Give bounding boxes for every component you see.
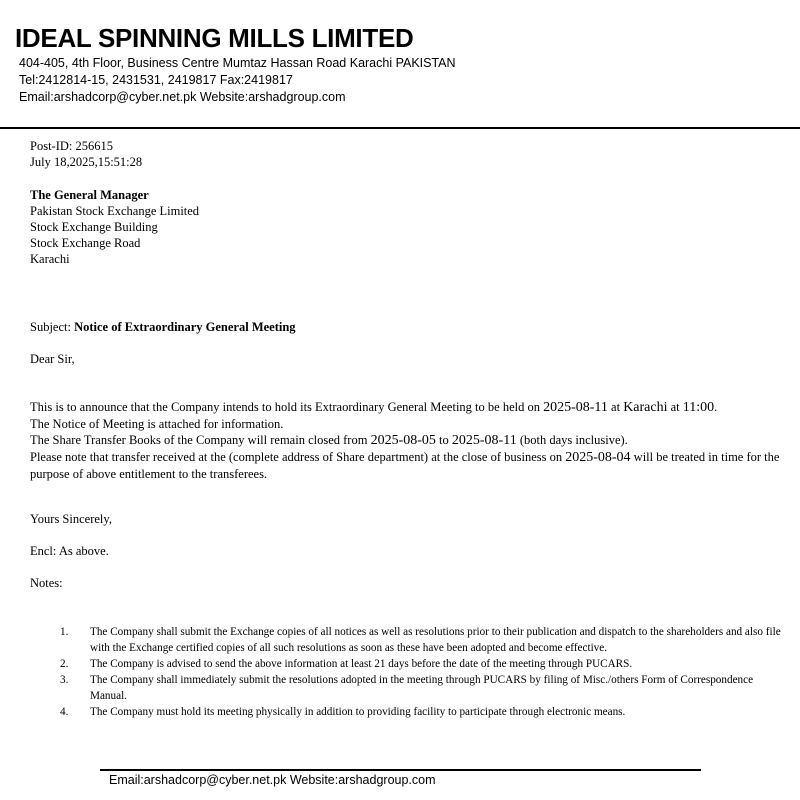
body-text: (both days inclusive).	[516, 433, 628, 447]
footer-divider	[100, 769, 701, 771]
note-number: 2.	[60, 658, 69, 670]
closure-to-date: 2025-08-11	[451, 433, 517, 448]
note-text: The Company shall submit the Exchange copies of all notices as well as resolutions prior to their publication and dispatch to the shareholders and also file with the Exchange certified copies of all such resolutions as soon as these have been adopted and become effective.	[90, 626, 781, 654]
list-item	[60, 656, 790, 672]
body-text: .	[714, 400, 718, 414]
note-text: The Company shall immediately submit the resolutions adopted in the meeting through PUCARS by filing of Misc./others Form of Correspondence Manual.	[90, 674, 754, 702]
company-phone-fax: Tel:2412814-15, 2431531, 2419817 Fax:2419817	[19, 73, 293, 87]
notes-list	[60, 624, 790, 720]
closure-from-date: 2025-08-05	[370, 433, 436, 448]
addressee-line: Karachi	[30, 252, 70, 266]
company-address: 404-405, 4th Floor, Business Centre Mumtaz Hassan Road Karachi PAKISTAN	[19, 56, 456, 70]
footer-email-website: Email:arshadcorp@cyber.net.pk Website:arshadgroup.com	[109, 773, 436, 787]
book-closure-line	[30, 432, 795, 449]
subject-text: Notice of Extraordinary General Meeting	[74, 320, 296, 334]
list-item	[60, 672, 790, 704]
addressee-block	[30, 187, 199, 267]
list-item	[60, 704, 790, 720]
list-item	[60, 624, 790, 656]
notice-attached-line: The Notice of Meeting is attached for information.	[30, 417, 284, 431]
note-number: 4.	[60, 706, 69, 718]
company-email-website: Email:arshadcorp@cyber.net.pk Website:arshadgroup.com	[19, 90, 346, 104]
meeting-date: 2025-08-11	[543, 400, 608, 415]
body-text: This is to announce that the Company intends to hold its Extraordinary General Meeting to be held on	[30, 400, 544, 414]
meeting-time: 11:00	[682, 400, 715, 415]
salutation: Dear Sir,	[30, 352, 75, 366]
body-text: at	[667, 400, 683, 414]
letter-body	[30, 399, 795, 482]
addressee-name: The General Manager	[30, 188, 149, 202]
subject-label: Subject:	[30, 320, 71, 334]
addressee-line: Stock Exchange Building	[30, 220, 158, 234]
note-number: 3.	[60, 674, 69, 686]
subject-line	[30, 319, 296, 335]
transfer-date: 2025-08-04	[565, 450, 631, 465]
note-text: The Company is advised to send the above information at least 21 days before the date of the meeting through PUCARS.	[90, 658, 633, 670]
addressee-line: Stock Exchange Road	[30, 236, 141, 250]
notes-heading: Notes:	[30, 576, 63, 590]
announcement-line	[30, 399, 795, 416]
body-text: at	[607, 400, 624, 414]
letterhead-divider	[0, 127, 800, 129]
body-text: The Share Transfer Books of the Company will remain closed from	[30, 433, 371, 447]
transfer-note-line	[30, 449, 795, 482]
note-text: The Company must hold its meeting physically in addition to providing facility to participate through electronic means.	[90, 706, 626, 718]
post-id: Post-ID: 256615	[30, 139, 113, 153]
body-text: Please note that transfer received at the (complete address of Share department) at the close of business on	[30, 450, 566, 464]
post-meta	[30, 138, 142, 170]
note-number: 1.	[60, 626, 69, 638]
company-name: IDEAL SPINNING MILLS LIMITED	[15, 23, 414, 53]
meeting-city: Karachi	[623, 400, 668, 415]
enclosure: Encl: As above.	[30, 544, 109, 558]
body-text: to	[435, 433, 452, 447]
body-text: will be treated in time for the purpose of above entitlement to the transferees.	[30, 450, 780, 481]
closing: Yours Sincerely,	[30, 512, 112, 526]
post-datetime: July 18,2025,15:51:28	[30, 155, 143, 169]
addressee-line: Pakistan Stock Exchange Limited	[30, 204, 200, 218]
